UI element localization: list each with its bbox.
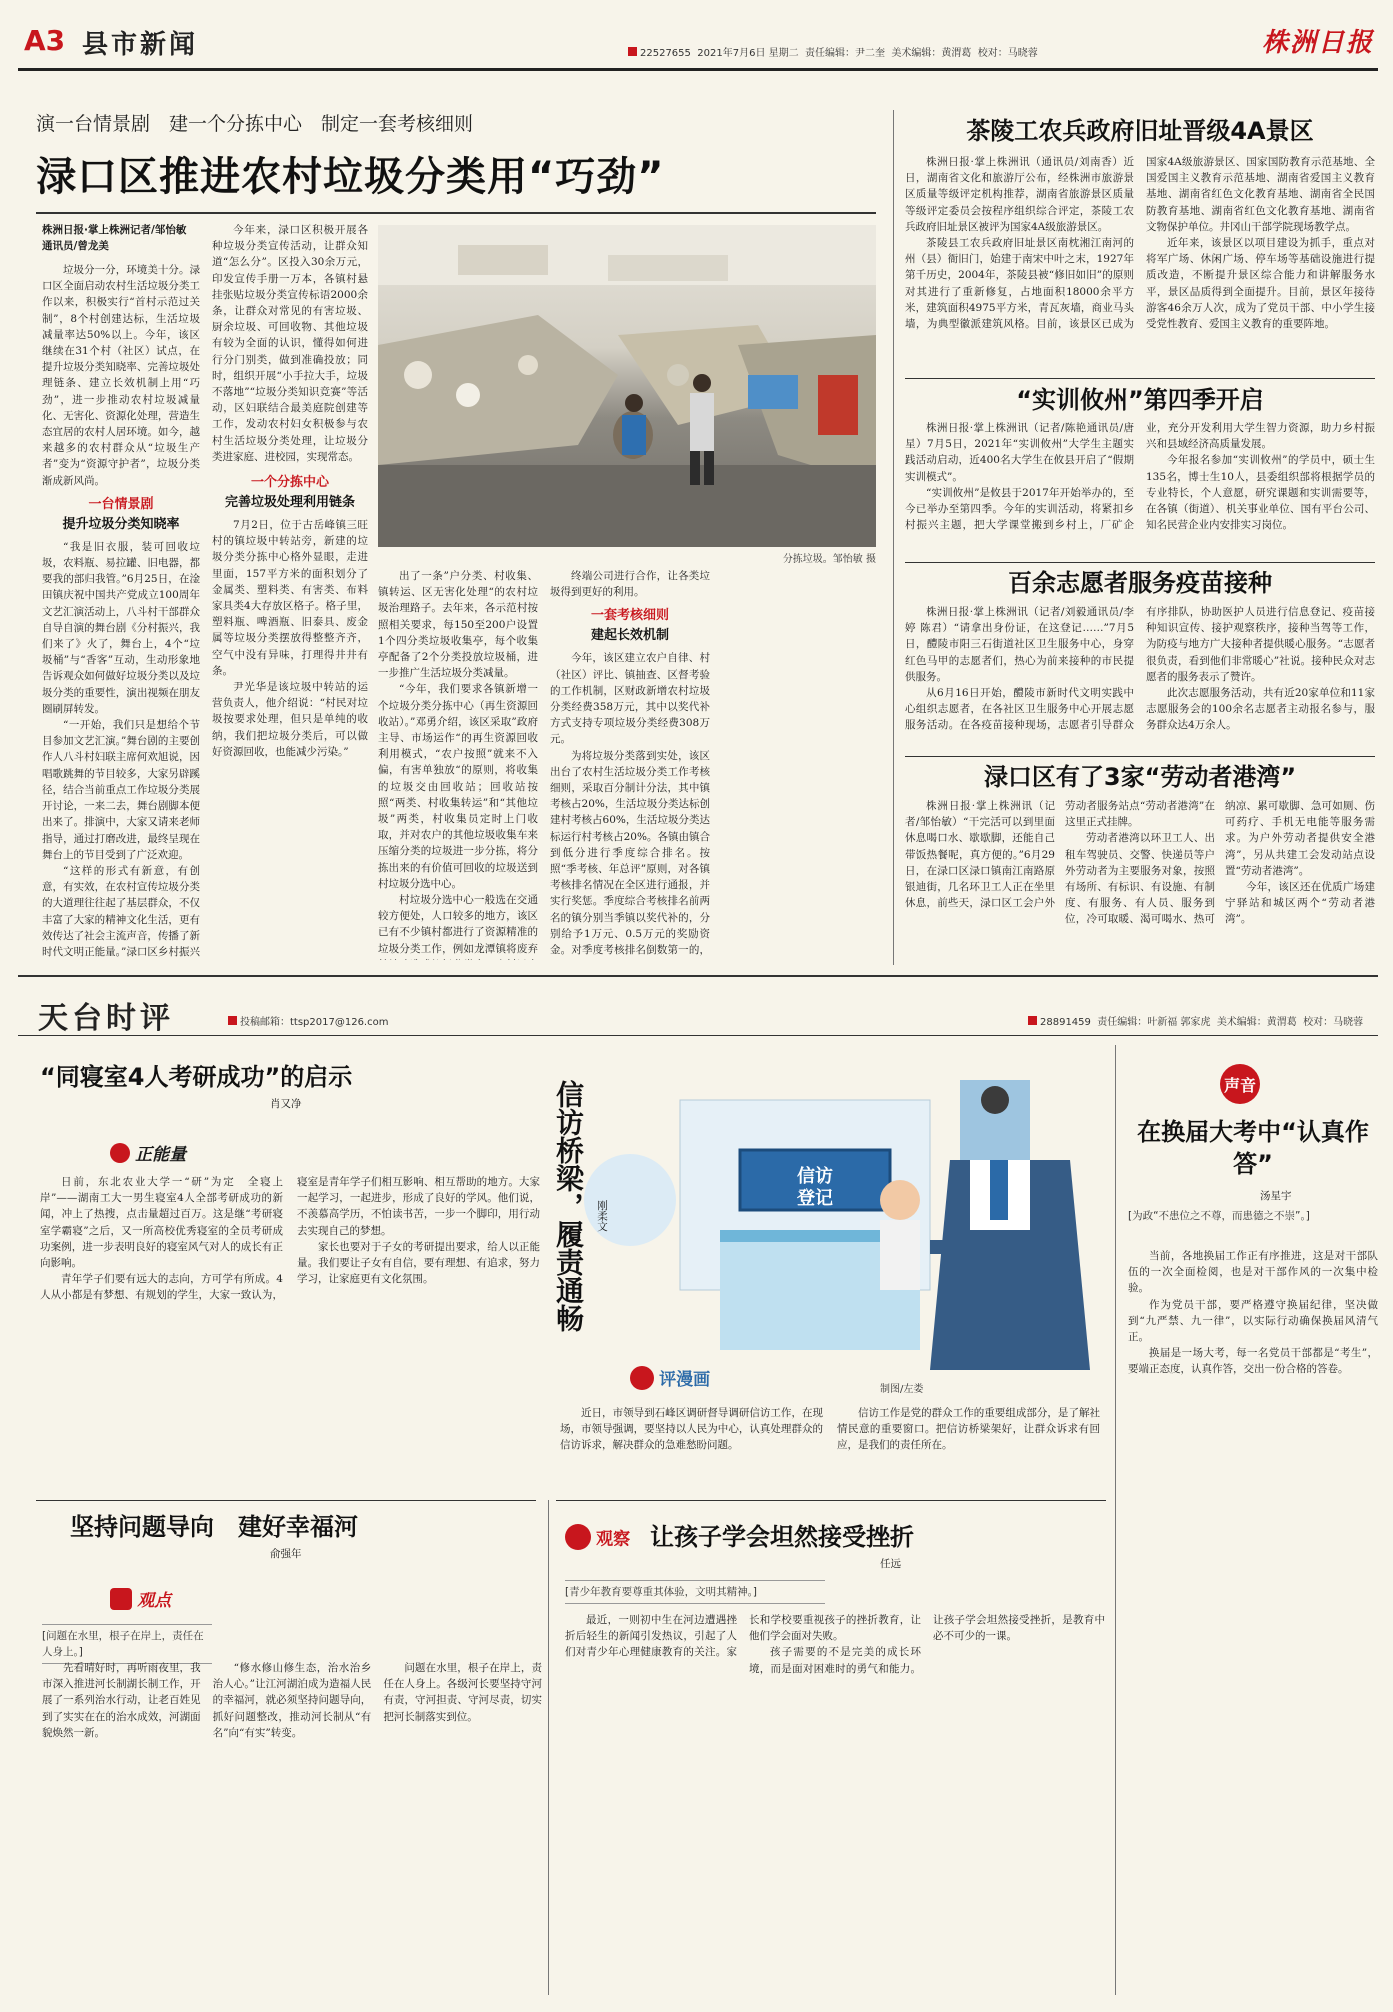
paragraph: 青年学子们要有远大的志向，方可学有所成。4人从小都是有梦想、有规划的学生，大家一致认为，寝室是青年学子们相互影响、相互帮助的地方。大家一起学习，一起进步，形成了良好的学风。他们说，不羡慕高学历，不怕读书苦，一步一个脚印，用行动去实现自己的梦想。	[40, 1176, 540, 1302]
paragraph: “这样的形式有新意，有创意，有实效，在农村宣传垃圾分类的大道理往往起了基层群众，不仅丰富了大家的精神文化生活，更有效传达了社会主流声音，传播了新时代文明正能量。”渌口区乡村振兴	[42, 864, 200, 958]
comment-1-badge	[110, 1140, 230, 1166]
paragraph: 当前，各地换届工作正有序推进，这是对干部队伍的一次全面检阅，也是对干部作风的一次集中检验。	[1128, 1250, 1378, 1295]
column-divider	[893, 110, 894, 965]
comment-2-badge	[110, 1586, 190, 1616]
paragraph: 家长也要对于子女的考研提出要求，给人以正能量。我们要让子女有自信，要有理想、有追求，努力学习，让家庭更有文化氛围。	[297, 1240, 540, 1286]
bottom-proof: 校对：马晓蓉	[1303, 1017, 1364, 1028]
paragraph: 信访工作是党的群众工作的重要组成部分，是了解社情民意的重要窗口。把信访桥梁架好，让群众诉求有回应，是我们的责任所在。	[837, 1407, 1100, 1452]
bottom-email	[228, 1013, 388, 1028]
paragraph: “一开始，我们只是想给个节目参加文艺汇演。”舞台剧的主要创作人八斗村妇联主席何欢旭说，因唱歌跳舞的节目较多，大家另辟蹊径，结合当前重点工作垃圾分类展开讨论，一来二去，舞台剧脚本便出来了。排演中，大家又请来老师指导，通过打磨改进，最终呈现在舞台上的节目受到了广泛欢迎。	[42, 719, 200, 861]
right-article-1-title: 茶陵工农兵政府旧址晋级4A景区	[966, 117, 1314, 145]
paragraph: 日前，东北农业大学一“研”为定 全寝上岸”——湖南工大一男生寝室4人全部考研成功的新闻，冲上了热搜，点击量超过百万。这是继“考研寝室学霸寝”之后，又一所高校优秀寝室的全员考研成功案例，进一步表明良好的寝室风气对人的成长有正向影响。	[40, 1176, 283, 1270]
lead-sub1: 一台情景剧	[88, 496, 154, 512]
lead-sub2b: 完善垃圾处理利用链条	[224, 495, 355, 511]
comment-2-author: 俞强年	[270, 1548, 302, 1560]
paragraph: “修水修山修生态，治水治乡治人心。”让江河湖泊成为造福人民的幸福河，就必须坚持问题导向，抓好问题整改，推动河长制从“有名”向“有实”转变。	[212, 1662, 372, 1739]
paragraph: 茶陵县工农兵政府旧址景区南枕湘江南河的州（县）衙旧门，始建于南宋中叶之末，1927年第千历史，2004年，茶陵县被“修旧如旧”的原则对其进行了重新修复，占地面积18000余平方米，建筑面积4975平方米，青瓦灰墙，商业马头墙，为典型徽派建筑风格。目前，该景区已成为国家4A级旅游景区、国家国防教育示范基地、全国爱国主义教育示范基地、湖南省爱国主义教育基地、湖南省红色文化教育基地、湖南省全民国防教育基地、湖南省红色文化教育基地、湖南省文物保护单位。井冈山干部学院现场教学点。	[905, 156, 1375, 331]
paragraph: 株洲日报·掌上株洲讯（记者/陈艳通讯员/唐星）7月5日，2021年“实训攸州”大学生主题实践活动启动，近400名大学生在攸县开启了“假期实训模式”。	[905, 422, 1134, 483]
lead-col3	[378, 568, 538, 960]
paragraph: 村垃圾分选中心一般选在交通较方便处，人口较多的地方，该区已有不少镇村都进行了资源精准的垃圾分类工作，例如龙潭镇将废弃	[378, 894, 538, 955]
lead-col1	[42, 222, 200, 962]
comment-3-title: 让孩子学会坦然接受挫折	[650, 1523, 914, 1551]
brand-logo: 株洲日报	[1261, 28, 1374, 58]
masthead-weekday: 星期二	[768, 48, 799, 59]
paragraph: 今年来，渌口区积极开展各种垃圾分类宣传活动，让群众知道“怎么分”。区投入30余万元，印发宣传手册一万本，各镇村悬挂张贴垃圾分类宣传标语2000余条，让群众对常见的有害垃圾、厨余垃圾、可回收物、其他垃圾有较为全面的认识，懂得如何进行分门别类，做到准确投放；同时，组织开展“小手拉大手，垃圾不落地”“垃圾分类知识竞赛”等活动，区妇联结合最美庭院创建等工作，发动农村妇女积极参与农村生活垃圾分类处理，让垃圾分类进家庭、进校园，实现常态。	[212, 224, 368, 463]
comment-4-badge	[1220, 1064, 1260, 1104]
email-text: 投稿邮箱：ttsp2017@126.com	[240, 1017, 389, 1028]
bottom-masthead	[18, 985, 1378, 1035]
section-title: 县市新闻	[82, 30, 199, 60]
cartoon-illustration	[550, 1040, 1110, 1390]
right-article-4-text	[905, 798, 1375, 963]
lead-col4b-text	[550, 650, 710, 960]
paragraph: “实训攸州”是攸县于2017年开始举办的，至今已举办至第四季。今年的实训活动，将紧扣乡村振兴主题，把大学课堂搬到乡村上，厂矿企业，充分开发利用大学生智力资源，助力乡村振兴和县域经济高质量发展。	[905, 422, 1375, 532]
badge-label: 观察	[596, 1529, 631, 1550]
cartoon-sign: 信访 登记	[797, 1166, 833, 1209]
quote-icon	[110, 1588, 132, 1610]
paragraph: 株洲日报·掌上株洲讯（通讯员/刘南香）近日，湖南省文化和旅游厅公布，经株洲市旅游景区质量等级评定机构推荐，湖南省旅游景区质量等级评定委员会按程序组织综合评定，茶陵工农兵政府旧址景区被评为国家4A级旅游景区。	[905, 156, 1134, 233]
comment-4-lede: [为政“不患位之不尊，而患德之不崇”。]	[1128, 1210, 1310, 1222]
phone-icon	[1028, 1016, 1037, 1025]
lead-kicker: 演一台情景剧 建一个分拣中心 制定一套考核细则	[36, 113, 474, 135]
masthead-rule	[18, 68, 1378, 71]
masthead-proof: 校对：马晓蓉	[977, 48, 1038, 59]
lead-sub3b: 建起长效机制	[590, 628, 669, 644]
paragraph: 孩子需要的不是完美的成长环境，而是面对困难时的勇气和能力。让孩子学会坦然接受挫折，是教育中必不可少的一课。	[749, 1614, 1105, 1675]
right-rule	[905, 756, 1375, 757]
lead-col4	[550, 568, 710, 960]
comment-1-text	[40, 1174, 540, 1494]
comment-4-text	[1128, 1248, 1378, 1988]
paragraph: 终端公司进行合作，让各类垃圾得到更好的利用。	[550, 570, 710, 599]
right-article-2-text	[905, 420, 1375, 560]
cartoon-text	[560, 1405, 1100, 1500]
comment-2-title: 坚持问题导向 建好幸福河	[70, 1513, 358, 1541]
lead-col2	[212, 222, 368, 962]
cartoon-author: 刚柔文	[596, 1200, 608, 1232]
lead-col1-text	[42, 262, 200, 489]
paragraph: 垃圾分一分，环境美十分。渌口区全面启动农村生活垃圾分类工作以来，积极实行“首村示范过关制”，8个村创建达标，生活垃圾减量率达50%以上。今年，该区继续在31个村（社区）试点，在提升垃圾分类知晓率、完善垃圾处理链条、建立长效机制上用“巧劲”，进一步推动农村垃圾减量化、无害化、资源化处理，营造生态宜居的农村人居环境。如今，越来越多的农村群众从“垃圾生产者”变为“资源守护者”，垃圾分类渐成新风尚。	[42, 264, 200, 487]
right-article-3-text	[905, 604, 1375, 754]
cartoon-strip	[630, 1365, 780, 1395]
paragraph: 此次志愿服务活动，共有近20家单位和11家志愿服务会的100余名志愿者主动报名参与，服务群众达4万余人。	[1146, 687, 1375, 732]
paragraph: 从6月16日开始，醴陵市新时代文明实践中心组织志愿者，在各社区卫生服务中心开展志愿服务活动。在各疫苗接种现场，志愿者引导群众有序排队，协助医护人员进行信息登记、疫苗接种知识宣传、接护观察秩序，接种当驾等工作，为防疫与地方广大接种者提供暖心服务。“志愿者很负责，看到他们非常暖心”社说。接种民众对志愿者的服务表示了赞许。	[905, 606, 1375, 732]
comment-3-text	[565, 1612, 1105, 1992]
eye-icon	[565, 1524, 591, 1550]
lead-sub1b: 提升垃圾分类知晓率	[62, 516, 180, 532]
section-rule	[556, 1500, 1106, 1501]
right-article-4-title: 渌口区有了3家“劳动者港湾”	[983, 763, 1297, 791]
paragraph: 今年，该区建立农户自律、村（社区）评比、镇抽查、区督考验的工作机制，区财政新增农村垃圾分类经费358万元，其中以奖代补方式支持专项垃圾分类经费308万元。	[550, 652, 710, 746]
paragraph: 为将垃圾分类落到实处，该区出台了农村生活垃圾分类工作考核细则，采取百分制计分法，其中镇考核占20%，生活垃圾分类达标创建村考核占60%，生活垃圾分类达标运行村考核占20%。各镇由镇合到低分进行季度综合排名。按照“季考核、年总评”原则，对各镇考核排名情况在全区进行通报，并实行奖惩。季度综合考核排名前两名的镇分别当季镇以奖代补的，分别给予1万元、0.5万元的奖励资金。对季度考核排名倒数第一的，	[550, 749, 710, 957]
lead-col1b-text	[42, 539, 200, 962]
comment-4-title: 在换届大考中“认真作答”	[1137, 1118, 1369, 1178]
right-article-3-title: 百余志愿者服务疫苗接种	[1008, 569, 1272, 597]
comment-2-lede: [问题在水里，根子在岸上，责任在人身上。]	[42, 1624, 212, 1664]
badge-label: 声音	[1223, 1075, 1256, 1095]
phone-icon	[628, 47, 637, 56]
bottom-editor: 责任编辑：叶新福 郭家虎	[1097, 1017, 1211, 1028]
lead-photo	[378, 225, 876, 547]
lead-title-rule	[36, 212, 876, 214]
badge-label: 观点	[137, 1591, 172, 1611]
cartoon-panel	[550, 1040, 1110, 1390]
paragraph: 劳动者港湾以环卫工人、出租车驾驶员、交警、快递员等户外劳动者为主要服务对象，按照有场所、有标识、有设施、有制度、有服务、有人员、服务到位，冷可取暖、渴可喝水、热可纳凉、累可歇脚、急可如厕、伤可药疗、手机无电能等服务需求。为户外劳动者提供安全港湾”，另从共建工会发动站点设置“劳动者港湾”。	[1065, 800, 1375, 926]
masthead	[18, 14, 1378, 66]
paragraph: 出了一条”户分类、村收集、镇转运、区无害化处理“的农村垃圾治理路子。去年来，各示范村按照相关要求，每150至200户设置1个四分类垃圾收集亭，每个收集亭配备了2个分类投放垃圾桶，进一步推广生活垃圾分类减量。	[378, 570, 538, 680]
page-number: A3	[24, 24, 66, 57]
paragraph: 尹光华是该垃圾中转站的运营负责人，他介绍说：“村民对垃圾按要求处理，但只是单纯的收纳，我们把垃圾分类后，可以做好资源回收，也能减少污染。”	[212, 681, 368, 758]
lead-title: 渌口区推进农村垃圾分类用“巧劲”	[36, 154, 665, 200]
lead-col4-text	[550, 568, 710, 600]
lead-byline: 株洲日报·掌上株洲记者/邹怡敏 通讯员/曾龙美	[42, 224, 187, 252]
paragraph: 株洲日报·掌上株洲讯（记者/邹怡敏）“干完活可以到里面休息喝口水、歇歇脚，还能自己带饭热餐呢，真方便的。”6月29日，在渌口区渌口镇南江南路原银迪街，几名环卫工人正在坐里休息，前些天，渌口区工会户外劳动者服务站点“劳动者港湾”在这里正式挂牌。	[905, 800, 1215, 910]
masthead-info	[628, 44, 1038, 59]
column-divider	[1115, 1045, 1116, 1995]
recycling-center-illustration	[378, 225, 876, 547]
photo-caption: 分拣垃圾。邹怡敏 摄	[782, 554, 876, 565]
lead-col2b-text	[212, 517, 368, 760]
right-rule	[905, 562, 1375, 563]
section-rule	[36, 1500, 536, 1501]
masthead-phone: 22527655	[640, 48, 691, 59]
lead-sub2: 一个分拣中心	[250, 475, 329, 491]
masthead-editor: 责任编辑：尹二奎	[805, 48, 885, 59]
paragraph: 近年来，该景区以项目建设为抓手，重点对将军广场、休闲广场、停车场等基础设施进行提质改造，不断提升景区综合能力和讲解服务水平，景区品质得到全面提升。目前，景区年接待游客46余万人次，成为了党员干部、中小学生接受党性教育、爱国主义教育的重要阵地。	[1146, 237, 1375, 331]
cartoon-credit: 制图/左娄	[880, 1384, 924, 1395]
cartoon-title: 信访桥梁，履责通畅	[552, 1080, 585, 1332]
bottom-art: 美术编辑：黄渭葛	[1216, 1017, 1297, 1028]
bottom-masthead-rule	[18, 1035, 1378, 1036]
bottom-phone: 28891459	[1040, 1017, 1091, 1028]
right-article-1-text	[905, 154, 1375, 376]
bottom-info	[1028, 1013, 1363, 1028]
paragraph: “今年，我们要求各镇新增一个垃圾分类分拣中心（再生资源回收站）。”邓勇介绍，该区采取”政府主导、市场运作“的再生资源回收利用模式，“农户按照”就来不入偏，有害单独放“的原则，将收集的垃圾交由回收站；回收站按照“两类、村收集转运”和“其他垃圾”两类，村收集员定时上门收取，并对农户的其他垃圾收集车来压缩分类的垃圾进一步分拣，将分拣出来的有价值可回收的垃圾送到村垃圾分选中心。	[378, 683, 538, 890]
paragraph: 最近，一则初中生在河边遭遇挫折后轻生的新闻引发热议，引起了人们对青少年心理健康教育的关注。家长和学校要重视孩子的挫折教育，让他们学会面对失败。	[565, 1614, 921, 1659]
comment-1-author: 肖又净	[270, 1098, 302, 1110]
masthead-date: 2021年7月6日	[697, 48, 766, 59]
paragraph: 今年，该区还在优质广场建宁驿站和城区两个“劳动者港湾”。	[1225, 881, 1375, 926]
section-divider	[18, 975, 1378, 977]
masthead-art: 美术编辑：黄渭葛	[891, 48, 972, 59]
right-rule	[905, 378, 1375, 379]
strip-label: 评漫画	[659, 1370, 711, 1390]
bottom-section-title: 天台时评	[38, 1001, 174, 1035]
right-article-2-title: “实训攸州”第四季开启	[1016, 386, 1264, 414]
paragraph: 问题在水里，根子在岸上，责任在人身上。各级河长要坚持守河有责，守河担责、守河尽责，切实把河长制落实到位。	[383, 1662, 542, 1723]
thumb-icon	[110, 1143, 130, 1163]
comment-1-title: “同寝室4人考研成功”的启示	[40, 1063, 353, 1091]
paragraph: “我是旧衣服，装可回收垃圾，农料瓶、易拉罐、旧电器，都要我的部归我管。”6月25日，在淦田镇庆祝中国共产党成立100周年文艺汇演活动上，八斗村干部群众自导自演的舞台剧《分村振兴，我们来了》火了，舞台上，4个“垃圾桶”与“香客”互动，生动形象地告诉观众如何做好垃圾分类以及垃圾分类的重要性，演出视频在朋友圈刷屏转发。	[42, 540, 200, 715]
paragraph: 7月2日，位于古岳峰镇三旺村的镇垃圾中转站旁，新建的垃圾分类分拣中心格外显眼，走进里面，157平方米的面积划分了金属类、塑料类、有害类、布料家具类4大存放区格子。格子里，塑料瓶、啤酒瓶、旧泰具、废金属等垃圾分类摆放得整整齐齐，空气中没有异味，打理得井井有条。	[212, 519, 368, 677]
paragraph: 今年报名参加“实训攸州”的学员中，硕士生135名，博士生10人，县委组织部将根据学员的专业特长，个人意愿，研究课题和实训需要等，在各镇（街道）、机关事业单位、国有平台公司、知名民营企业内安排实习岗位。	[1146, 454, 1375, 532]
comment-3-badge	[565, 1524, 645, 1558]
lead-sub3: 一套考核细则	[590, 608, 669, 624]
paragraph: 株洲日报·掌上株洲讯（记者/刘毅通讯员/李婷 陈君）“请拿出身份证，在这登记……”7月5日，醴陵市阳三石街道社区卫生服务中心，身穿红色马甲的志愿者们，热心为前来接种的市民提供服务。	[905, 606, 1134, 683]
paragraph: 换届是一场大考，每一名党员干部都是“考生”，要端正态度，认真作答，交出一份合格的答卷。	[1128, 1347, 1378, 1376]
comment-3-author: 任远	[880, 1558, 901, 1570]
email-icon	[228, 1016, 237, 1025]
lead-col3-text	[378, 568, 538, 960]
column-divider	[548, 1500, 549, 1995]
lead-col2-text	[212, 222, 368, 465]
comment-4-author: 汤星宇	[1260, 1190, 1292, 1202]
badge-label: 正能量	[135, 1145, 187, 1165]
paragraph: 作为党员干部，要严格遵守换届纪律，坚决做到“九严禁、九一律”，以实际行动确保换届风清气正。	[1128, 1298, 1378, 1344]
paragraph: 近日，市领导到石峰区调研督导调研信访工作，在现场，市领导强调，要坚持以人民为中心，认真处理群众的信访诉求，解决群众的急难愁盼问题。	[560, 1407, 823, 1452]
strip-icon	[630, 1366, 654, 1390]
comment-2-text	[42, 1660, 542, 1990]
comment-3-lede: [青少年教育要尊重其体验，文明其精神。]	[565, 1580, 825, 1604]
paragraph: 先看晴好时，再听雨夜里，我市深入推进河长制湖长制工作，开展了一系列治水行动，让老百姓见到了实实在在的治水成效，河湖面貌焕然一新。	[42, 1662, 201, 1739]
